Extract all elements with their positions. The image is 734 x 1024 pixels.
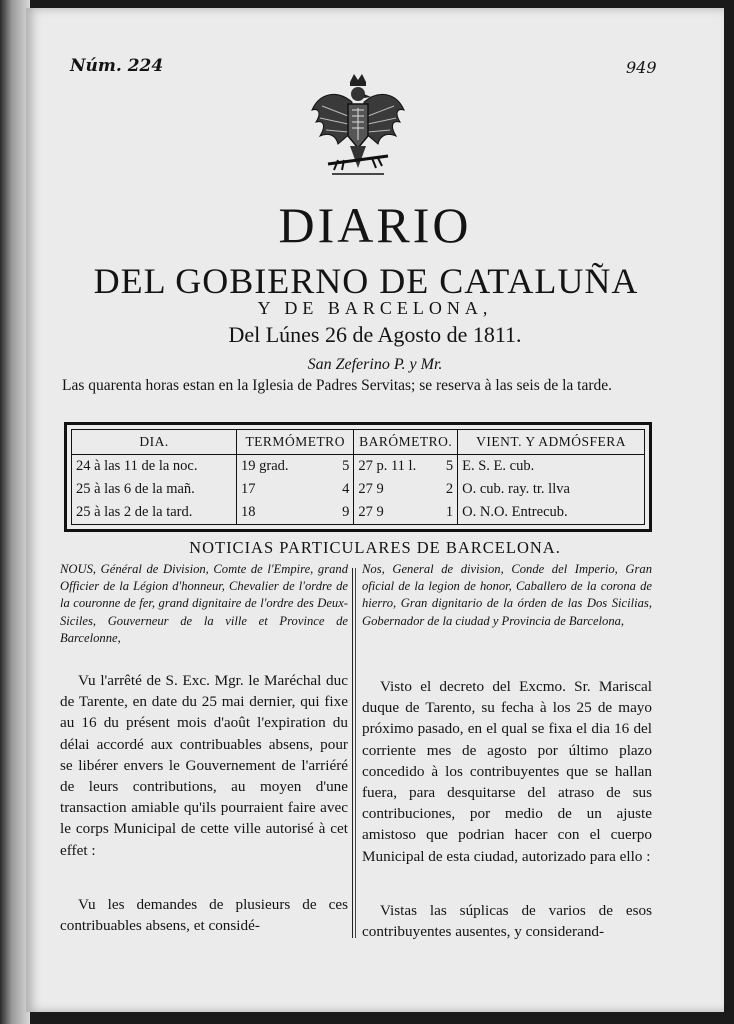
- masthead-title: DIARIO: [278, 197, 472, 253]
- spanish-intro: Nos, General de division, Conde del Imperio, Gran oficial de la legion de honor, Caballero de la corona de hierro, Gran dignitario de la órden de las Dos Sicilias, Gobernador de la ciudad y Provincia de Barcelona,: [362, 562, 652, 628]
- header-wind: VIENT. Y ADMÓSFERA: [458, 430, 645, 455]
- table-row: [72, 501, 645, 525]
- cell-baro-frac: 1: [440, 501, 458, 525]
- cell-baro-frac: 2: [440, 478, 458, 501]
- weather-header-row: [72, 430, 645, 455]
- issue-number: Núm. 224: [70, 56, 164, 76]
- cell-baro-frac: 5: [440, 455, 458, 479]
- column-divider: [352, 568, 353, 938]
- issue-date: Del Lúnes 26 de Agosto de 1811.: [228, 322, 522, 347]
- cell-wind: E. S. E. cub.: [462, 458, 535, 475]
- masthead-subtitle-city: Y DE BARCELONA,: [257, 298, 493, 318]
- cell-temp: 19 grad.: [241, 458, 289, 475]
- french-paragraph-1: Vu l'arrêté de S. Exc. Mgr. le Maréchal duc de Tarente, en date du 25 mai dernier, qui fixe au 16 du présent mois d'août l'expiration du délai accordé aux contribuables absens, pour se libérer envers le Gouvernement de l'arriéré de leurs contributions, au moyen d'une transaction amiable qu'ils pourraient faire avec le corps Municipal de cette ville autorisé à cet effet :: [60, 672, 348, 859]
- imperial-eagle-icon: [308, 70, 408, 190]
- header-thermometer: TERMÓMETRO: [237, 430, 354, 455]
- cell-day: 25 à las 2 de la tard.: [72, 501, 237, 525]
- table-row: [72, 478, 645, 501]
- header-day: DIA.: [72, 430, 237, 455]
- cell-baro: 27 p. 11 l.: [358, 458, 417, 475]
- header-barometer: BARÓMETRO.: [354, 430, 458, 455]
- french-paragraph-2: Vu les demandes de plusieurs de ces contribuables absens, et considé-: [60, 896, 348, 935]
- weather-table: [64, 422, 652, 532]
- section-title: NOTICIAS PARTICULARES DE BARCELONA.: [189, 538, 561, 557]
- cell-baro: 27 9: [358, 480, 384, 497]
- newspaper-page: [26, 8, 724, 1012]
- column-divider-inner: [355, 568, 356, 938]
- masthead-subtitle: DEL GOBIERNO DE CATALUÑA: [93, 261, 639, 301]
- cell-temp-frac: 9: [333, 501, 353, 525]
- cell-temp-frac: 5: [333, 455, 353, 479]
- table-row: [72, 455, 645, 479]
- spanish-paragraph-1: Visto el decreto del Excmo. Sr. Mariscal duque de Tarento, su fecha à los 25 de mayo próximo pasado, en el qual se fixa el dia 16 del corriente mes de agosto por último plazo concedido à los contribuyentes que se hallan fuera, para desquitarse del atraso de sus contribuciones, por medio de un ajuste amistoso que podrian hacer con el cuerpo Municipal de esta ciudad, autorizado para ello :: [362, 678, 652, 865]
- cell-temp: 18: [241, 503, 256, 520]
- saint-of-day: San Zeferino P. y Mr.: [307, 356, 443, 373]
- cell-wind: O. N.O. Entrecub.: [462, 503, 568, 520]
- cell-temp: 17: [241, 480, 256, 497]
- cell-day: 24 à las 11 de la noc.: [72, 455, 237, 479]
- page-number: 949: [626, 58, 657, 77]
- cell-baro: 27 9: [358, 503, 384, 520]
- cell-wind: O. cub. ray. tr. llva: [462, 480, 570, 497]
- forty-hours-notice: Las quarenta horas estan en la Iglesia de Padres Servitas; se reserva à las seis de la tarde.: [62, 377, 613, 394]
- cell-temp-frac: 4: [333, 478, 353, 501]
- cell-day: 25 à las 6 de la mañ.: [72, 478, 237, 501]
- spanish-paragraph-2: Vistas las súplicas de varios de esos contribuyentes ausentes, y considerand-: [362, 902, 652, 941]
- french-intro: NOUS, Général de Division, Comte de l'Empire, grand Officier de la Légion d'honneur, Chevalier de l'ordre de la couronne de fer, grand dignitaire de l'ordre des Deux-Siciles, Gouverneur de la ville et Province de Barcelonne,: [60, 562, 348, 645]
